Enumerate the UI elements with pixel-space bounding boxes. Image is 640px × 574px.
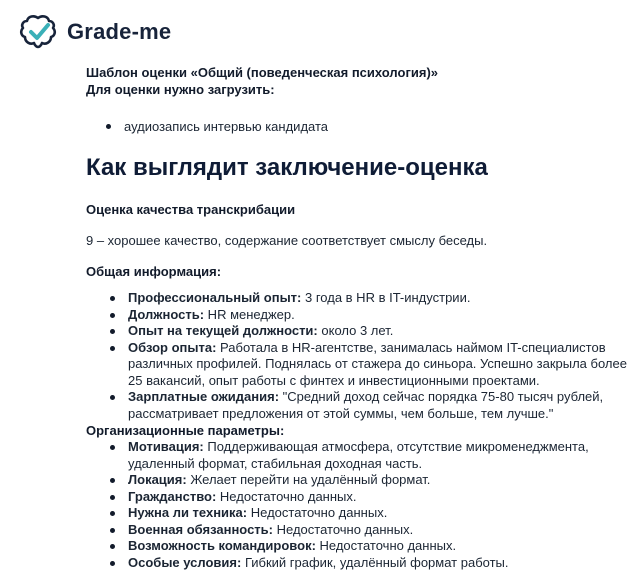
item-label: Нужна ли техника: [128, 505, 248, 520]
brand-name: Grade-me [67, 19, 172, 44]
upload-label: Для оценки нужно загрузить: [86, 82, 275, 97]
item-label: Должность: [128, 306, 205, 322]
general-info-list [86, 290, 632, 422]
item-value: "Средний доход сейчас порядка 75-80 тысяч рублей, рассматривает предложения от этой суммы, чем больше, тем лучше." [128, 389, 604, 421]
item-value: 3 года в HR в IT-индустрии. [301, 290, 471, 305]
item-value: Работала в HR-агентстве, занималась наймом IT-специалистов различных профилей. Поднялась от стажера до синьора. Успешно закрыла более 25 вакансий, опыт работы с финтех и инвестиционными проектами. [128, 339, 627, 388]
template-title: Шаблон оценки «Общий (поведенческая психология)» [86, 65, 439, 80]
brain-check-logo-icon [18, 12, 58, 52]
list-item [86, 555, 632, 572]
transcription-text: 9 – хорошее качество, содержание соответствует смыслу беседы. [86, 233, 488, 248]
header [18, 12, 171, 52]
report-heading: Как выглядит заключение-оценка [86, 154, 488, 181]
item-label: Опыт на текущей должности: [128, 323, 318, 338]
item-value: Недостаточно данных. [216, 488, 357, 504]
item-value: Гибкий график, удалённый формат работы. [241, 554, 509, 570]
list-item [86, 472, 632, 489]
item-label: Профессиональный опыт: [128, 290, 302, 305]
item-value: Недостаточно данных. [247, 505, 388, 520]
list-item [86, 538, 632, 555]
item-label: Мотивация: [128, 439, 204, 454]
document-body [86, 64, 632, 571]
item-value: Недостаточно данных. [315, 538, 457, 553]
item-label: Возможность командировок: [128, 538, 316, 553]
item-value: Желает перейти на удалённый формат. [186, 472, 431, 487]
item-label: Гражданство: [128, 488, 217, 504]
list-item [86, 505, 632, 522]
list-item [86, 290, 632, 307]
item-label: Особые условия: [128, 554, 242, 570]
general-info-title: Общая информация: [86, 264, 222, 279]
item-value: около 3 лет. [317, 323, 394, 338]
list-item [86, 522, 632, 539]
item-label: Локация: [128, 472, 187, 487]
organizational-list [86, 439, 632, 571]
list-item [86, 389, 632, 422]
list-item [86, 307, 632, 324]
upload-list [86, 118, 632, 135]
organizational-title: Организационные параметры: [86, 423, 285, 438]
transcription-title: Оценка качества транскрибации [86, 202, 296, 217]
item-value: Поддерживающая атмосфера, отсутствие микроменеджмента, удаленный формат, стабильная доходная часть. [128, 439, 589, 471]
item-label: Зарплатные ожидания: [128, 389, 280, 404]
item-value: HR менеджер. [204, 306, 295, 322]
item-label: Обзор опыта: [128, 339, 217, 355]
item-label: Военная обязанность: [128, 521, 273, 537]
item-value: Недостаточно данных. [273, 521, 414, 537]
list-item [86, 340, 632, 390]
list-item [86, 323, 632, 340]
list-item [86, 489, 632, 506]
upload-item: аудиозапись интервью кандидата [86, 118, 632, 135]
list-item [86, 439, 632, 472]
